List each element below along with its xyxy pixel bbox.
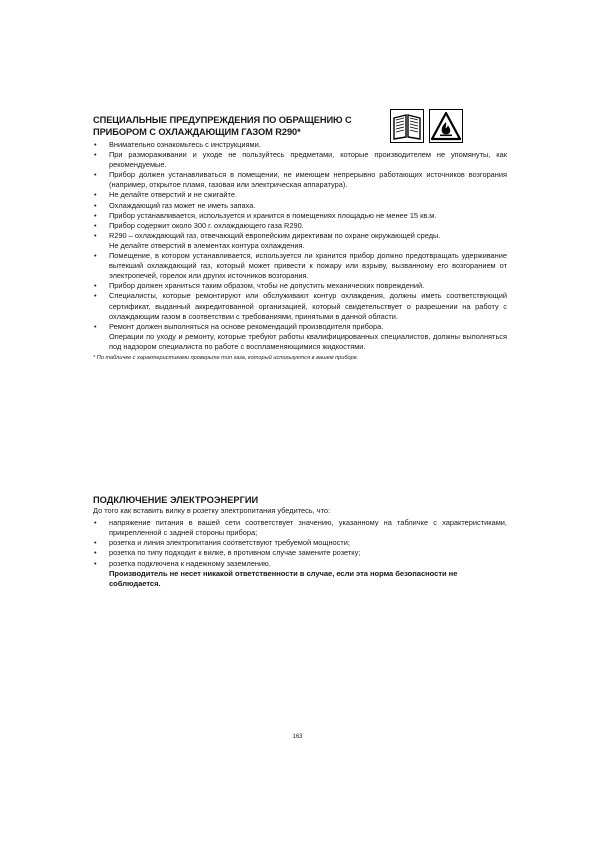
list-item: • При размораживании и уходе не пользуйтесь предметами, которые производителем не упомянуты, как рекомендуемые.	[93, 150, 507, 170]
list-item: • Помещение, в котором устанавливается, используется ли хранится прибор должно предотвращать удерживание вытекший охлаждающий газ, который может привести к пожару или взрыву, вызванному его возгоранием от электропечей, горелок или других источников возгорания.	[93, 251, 507, 281]
list-item: • R290 – охлаждающий газ, отвечающий европейским директивам по охране окружающей среды. Не делайте отверстий в элементах контура охлаждения.	[93, 231, 507, 251]
list-item-continuation: Операции по уходу и ремонту, которые требуют работы квалифицированных специалистов, должны выполняться под надзором специалиста по работе с воспламеняющимися жидкостями.	[109, 331, 507, 351]
list-item: • Прибор должен устанавливаться в помещении, не имеющем непрерывно работающих источников возгорания (например, открытое пламя, газовая или электрическая аппаратура).	[93, 170, 507, 190]
list-item: • Специалисты, которые ремонтируют или обслуживают контур охлаждения, должны иметь соответствующий сертификат, выданный аккредитованной организацией, который свидетельствует о разрешении на работу с охлаждающим газом в соответствии с требованиями, принятыми в данной области.	[93, 291, 507, 321]
list-item: • Не делайте отверстий и не сжигайте.	[93, 190, 507, 200]
list-item-continuation: Не делайте отверстий в элементах контура охлаждения.	[109, 240, 305, 250]
power-section-intro: До того как вставить вилку в розетку электропитания убедитесь, что:	[93, 506, 331, 515]
list-item: • Охлаждающий газ может не иметь запаха.	[93, 201, 507, 211]
warning-icons	[390, 109, 465, 143]
page-number: 163	[292, 734, 303, 740]
flammable-flame-icon	[429, 109, 463, 143]
list-item: • Внимательно ознакомьтесь с инструкциями.	[93, 140, 507, 150]
refrigerant-section-title	[93, 114, 383, 138]
list-item: • розетка по типу подходит к вилке, в противном случае замените розетку;	[93, 548, 507, 558]
title-line-1: СПЕЦИАЛЬНЫЕ ПРЕДУПРЕЖДЕНИЯ ПО ОБРАЩЕНИЮ С	[93, 115, 352, 125]
list-item: • Прибор содержит около 300 г. охлаждающего газа R290.	[93, 221, 507, 231]
liability-warning: Производитель не несет никакой ответственности в случае, если эта норма безопасности не соблюдается.	[109, 568, 458, 589]
list-item: • Прибор устанавливается, используется и хранится в помещениях площадью не менее 15 кв.м.	[93, 211, 507, 221]
list-item: • Прибор должен храниться таким образом, чтобы не допустить механических повреждений.	[93, 281, 507, 291]
book-instructions-icon	[390, 109, 424, 143]
list-item: • напряжение питания в вашей сети соответствует значению, указанному на табличке с характеристиками, прикрепленной с задней стороны прибора;	[93, 518, 507, 538]
power-connection-section	[93, 494, 507, 589]
refrigerant-warnings-section	[93, 114, 507, 362]
list-item: • розетка и линия электропитания соответствуют требуемой мощности;	[93, 538, 507, 548]
list-item: • Ремонт должен выполняться на основе рекомендаций производителя прибора. Операции по уходу и ремонту, которые требуют работы квалифицированных специалистов, должны выполняться под надзором специалиста по работе с воспламеняющимися жидкостями.	[93, 322, 507, 352]
title-line-2: ПРИБОРОМ С ОХЛАЖДАЮЩИМ ГАЗОМ R290*	[93, 127, 301, 137]
refrigerant-warning-list	[93, 140, 507, 352]
list-item: • розетка подключена к надежному заземлению.	[93, 559, 507, 569]
power-section-title: ПОДКЛЮЧЕНИЕ ЭЛЕКТРОЭНЕРГИИ	[93, 495, 259, 505]
power-checklist	[93, 518, 507, 568]
gas-type-footnote: * По табличке с характеристиками проверьте тип газа, который используется в вашем приборе.	[93, 354, 359, 361]
